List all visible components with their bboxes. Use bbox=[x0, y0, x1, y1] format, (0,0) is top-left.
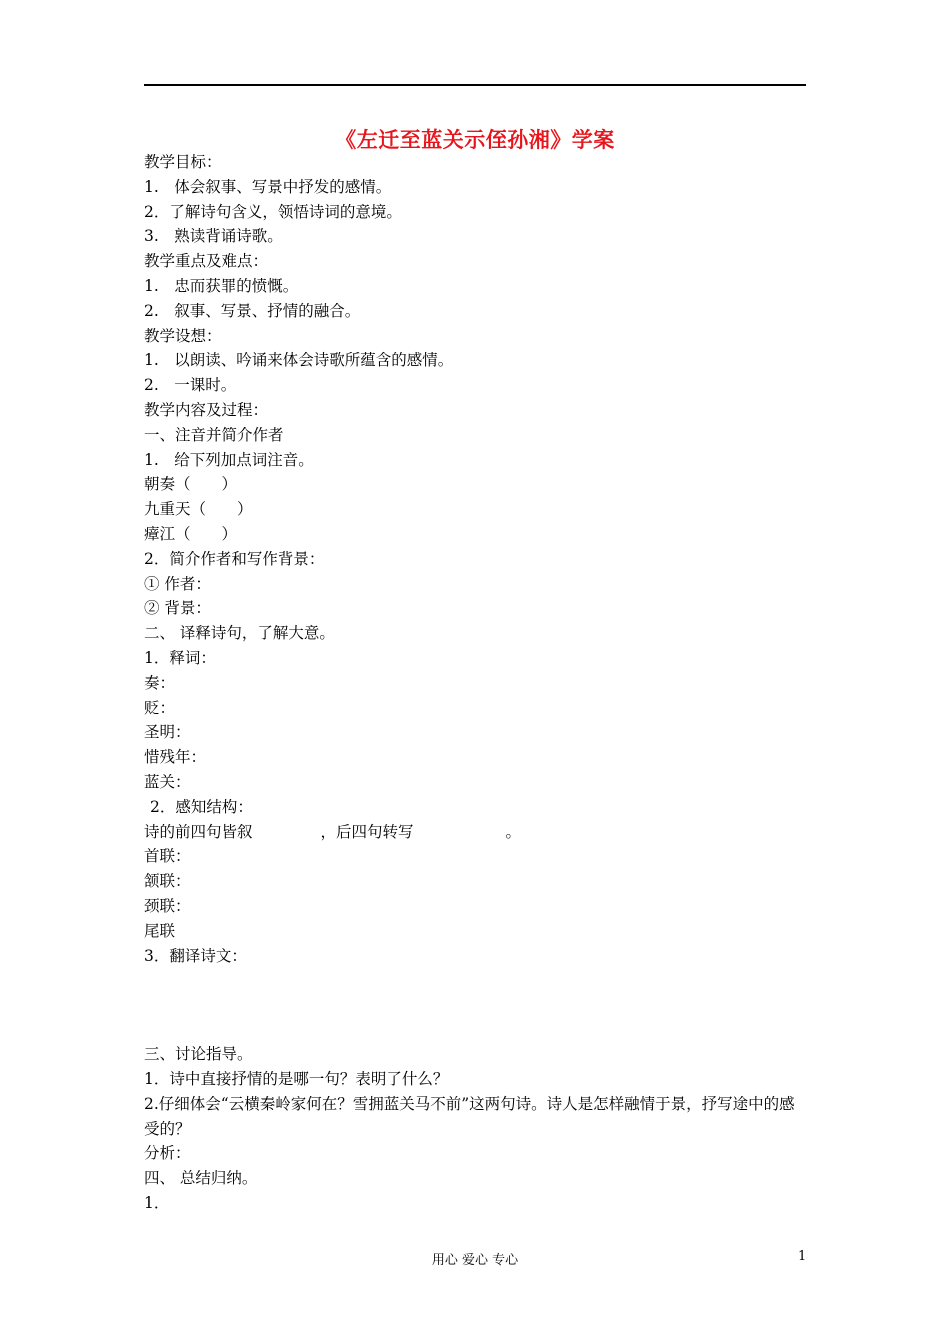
text-line: 分析： bbox=[144, 1144, 191, 1163]
text-line: 教学设想： bbox=[144, 326, 222, 345]
text-line: 首联： bbox=[144, 847, 191, 866]
text-line: 3. 熟读背诵诗歌。 bbox=[144, 227, 283, 246]
text-line: ① 作者： bbox=[144, 574, 211, 593]
text-line: 2．简介作者和写作背景： bbox=[144, 549, 325, 568]
text-line: 惜残年： bbox=[144, 748, 207, 767]
document-title: 《左迁至蓝关示侄孙湘》学案 bbox=[335, 127, 615, 152]
section-discussion bbox=[144, 1042, 808, 1216]
structure-line bbox=[144, 820, 808, 845]
text-line: 1．诗中直接抒情的是哪一句？表明了什么？ bbox=[144, 1070, 449, 1089]
structure-part-c: 。 bbox=[505, 822, 522, 841]
text-line: 1. 给下列加点词注音。 bbox=[144, 450, 314, 469]
text-line: ② 背景： bbox=[144, 599, 211, 618]
text-line: 尾联 bbox=[144, 921, 176, 940]
text-line: 瘴江（ ） bbox=[144, 524, 238, 543]
text-line: 四、 总结归纳。 bbox=[144, 1169, 258, 1188]
text-line: 2．感知结构： bbox=[150, 797, 253, 816]
text-line: 教学重点及难点： bbox=[144, 252, 269, 271]
text-line: 颈联： bbox=[144, 896, 191, 915]
document-body bbox=[144, 150, 808, 1216]
structure-part-a: 诗的前四句皆叙 bbox=[144, 822, 253, 841]
text-line: 1. 以朗读、吟诵来体会诗歌所蕴含的感情。 bbox=[144, 351, 454, 370]
text-line: 二、 译释诗句，了解大意。 bbox=[144, 624, 335, 643]
text-line: 1. 忠而获罪的愤慨。 bbox=[144, 276, 299, 295]
text-line: 朝奏（ ） bbox=[144, 475, 238, 494]
text-line: 颔联： bbox=[144, 872, 191, 891]
text-line: 三、讨论指导。 bbox=[144, 1045, 253, 1064]
page-footer: 用心 爱心 专心 bbox=[431, 1253, 519, 1268]
text-line: 2.仔细体会“云横秦岭家何在？雪拥蓝关马不前”这两句诗。诗人是怎样融情于景，抒写途中的感受的？ bbox=[144, 1094, 795, 1138]
section-goals bbox=[144, 150, 808, 820]
text-line: 贬： bbox=[144, 698, 176, 717]
blank-space bbox=[144, 968, 808, 1042]
section-couplets bbox=[144, 844, 808, 968]
text-line: 蓝关： bbox=[144, 772, 191, 791]
page-number: 1 bbox=[798, 1249, 807, 1264]
header-rule bbox=[144, 84, 806, 86]
text-line: 九重天（ ） bbox=[144, 500, 253, 519]
text-line: 2. 叙事、写景、抒情的融合。 bbox=[144, 301, 361, 320]
text-line: 1． bbox=[144, 1194, 170, 1213]
text-line: 3．翻译诗文： bbox=[144, 946, 247, 965]
text-line: 2．了解诗句含义，领悟诗词的意境。 bbox=[144, 202, 402, 221]
text-line: 教学内容及过程： bbox=[144, 400, 269, 419]
text-line: 1. 体会叙事、写景中抒发的感情。 bbox=[144, 177, 392, 196]
structure-part-b: ，后四句转写 bbox=[320, 822, 414, 841]
text-line: 一、注音并简介作者 bbox=[144, 425, 284, 444]
text-line: 2. 一课时。 bbox=[144, 376, 237, 395]
text-line: 圣明： bbox=[144, 723, 191, 742]
text-line: 奏： bbox=[144, 673, 176, 692]
text-line: 教学目标： bbox=[144, 153, 222, 171]
text-line: 1．释词： bbox=[144, 648, 216, 667]
